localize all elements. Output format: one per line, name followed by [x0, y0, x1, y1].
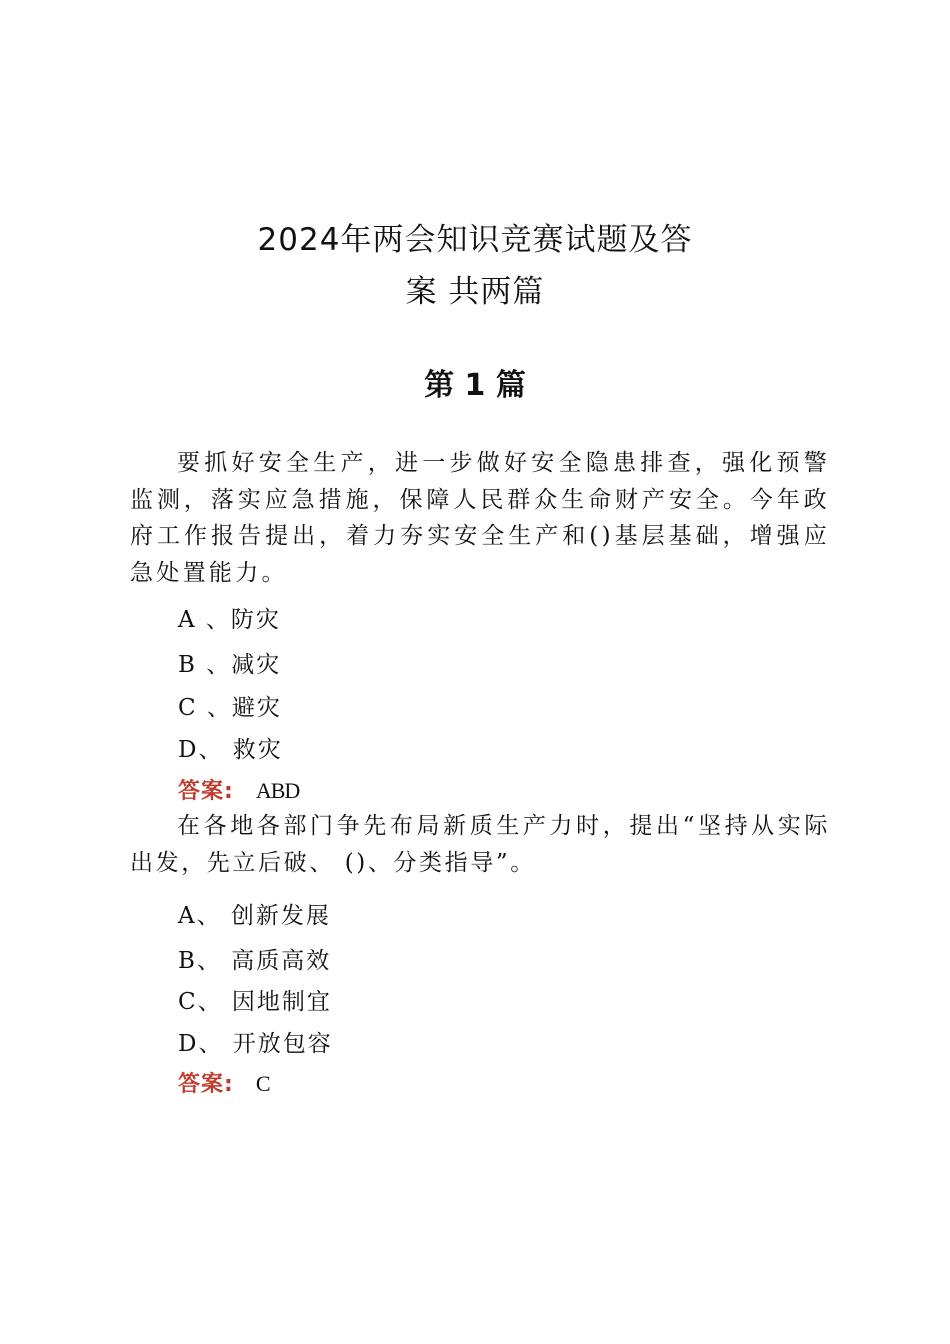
question-2-option-b: B、 高质高效: [178, 948, 332, 974]
question-1-answer: [178, 774, 299, 805]
document-title-line1: 2024年两会知识竞赛试题及答: [257, 222, 693, 258]
section-heading: 第 1 篇: [424, 368, 526, 403]
question-1-option-d: D、 救灾: [178, 737, 283, 763]
question-2-option-a: A、 创新发展: [178, 903, 331, 929]
answer-value: C: [255, 1071, 270, 1096]
question-1-option-b: B 、减灾: [178, 652, 282, 678]
document-title-line2: 案 共两篇: [405, 274, 545, 310]
question-1-option-a: A 、防灾: [178, 607, 281, 633]
question-2-stem: 在各地各部门争先布局新质生产力时，提出“坚持从实际出发，先立后破、 ()、分类指导”。: [130, 813, 830, 876]
question-2-option-d: D、 开放包容: [178, 1031, 333, 1057]
answer-label: 答案:: [178, 779, 234, 804]
question-2-answer: [178, 1067, 270, 1098]
question-2-option-c: C、 因地制宜: [178, 989, 332, 1015]
question-1-stem: 要抓好安全生产，进一步做好安全隐患排查，强化预警监测，落实应急措施，保障人民群众生命财产安全。今年政府工作报告提出，着力夯实安全生产和()基层基础，增强应急处置能力。: [130, 450, 830, 586]
question-1-option-c: C 、避灾: [178, 695, 282, 721]
answer-value: ABD: [255, 778, 300, 803]
answer-label: 答案:: [178, 1072, 234, 1097]
